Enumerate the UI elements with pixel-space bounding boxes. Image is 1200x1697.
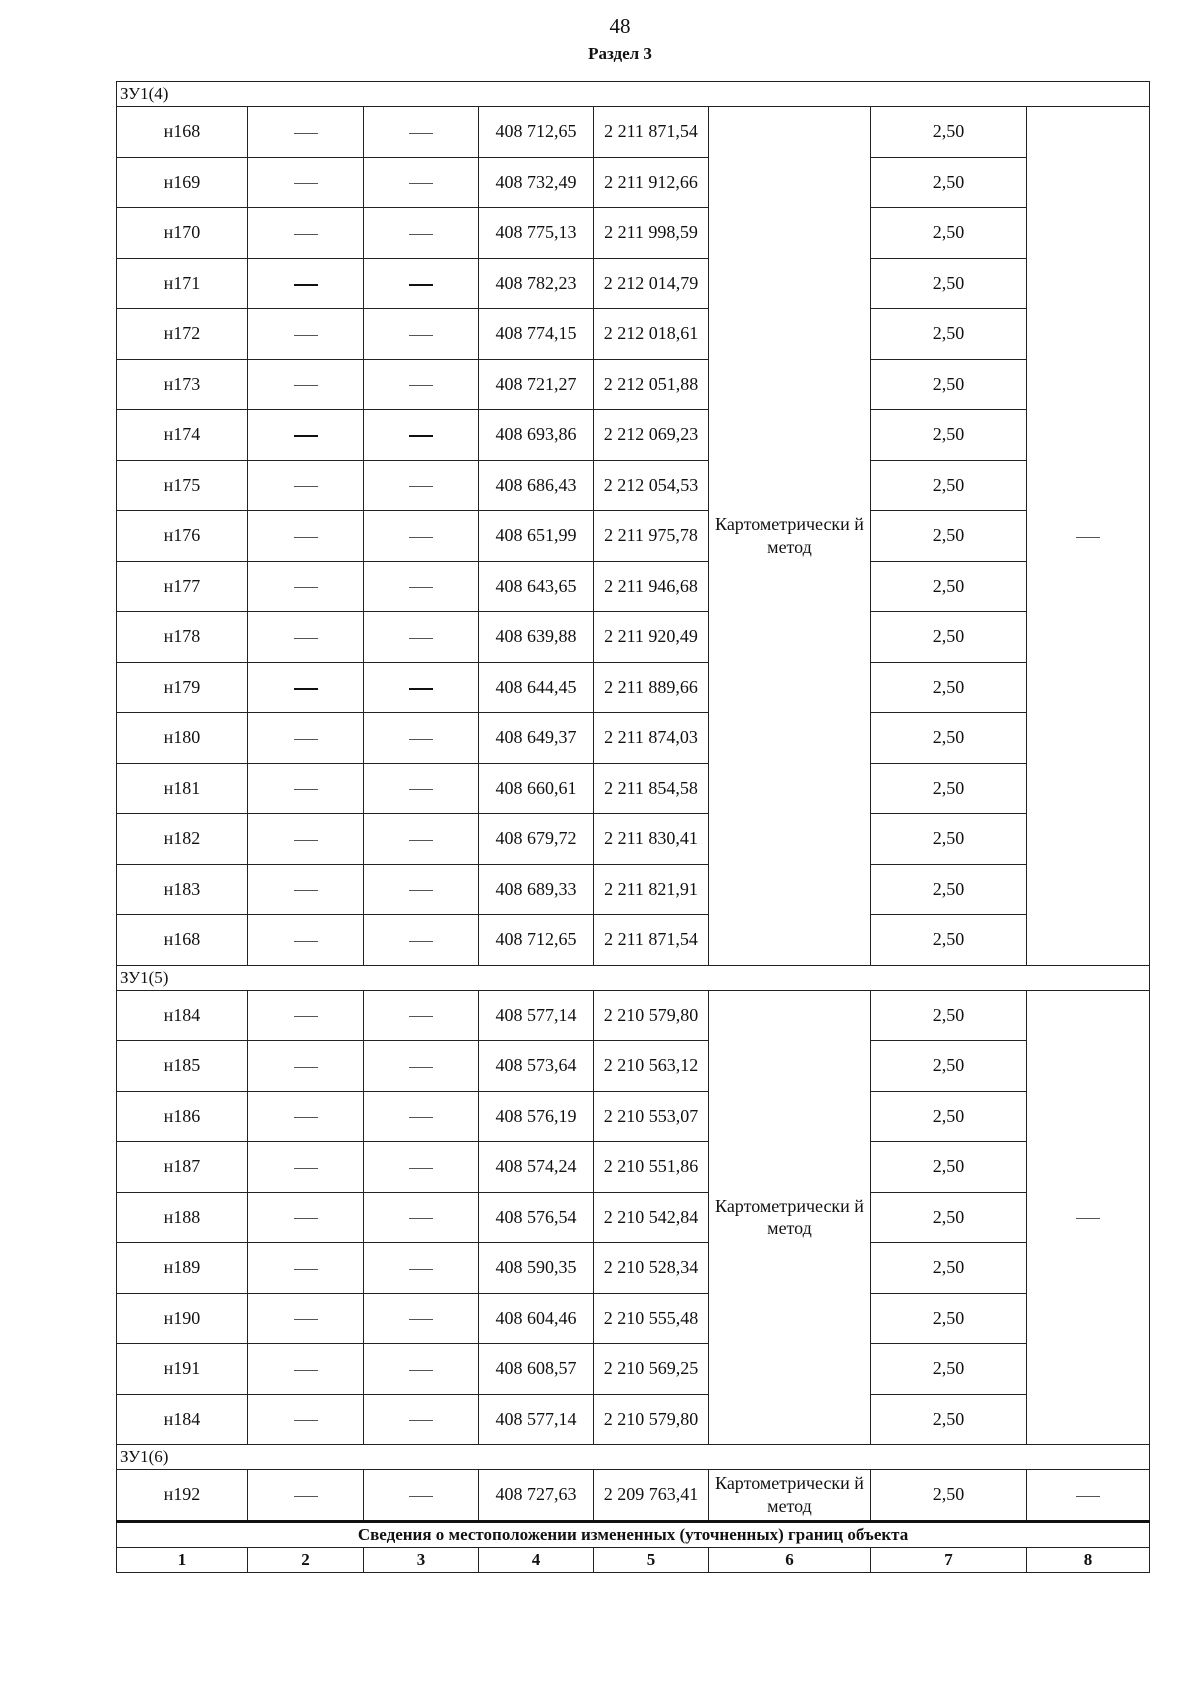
empty-value-cell [248,1470,364,1522]
y-coordinate-cell: 2 210 555,48 [594,1293,709,1344]
group-label: ЗУ1(5) [117,965,1150,990]
x-coordinate-cell: 408 712,65 [479,107,594,158]
point-id-cell: н189 [117,1243,248,1294]
column-number: 2 [248,1547,364,1572]
dash-mark [294,890,318,891]
point-id-cell: н180 [117,713,248,764]
empty-value-cell [248,1243,364,1294]
table-body [117,82,1150,1573]
point-id-cell: н176 [117,511,248,562]
dash-mark [409,537,433,538]
y-coordinate-cell: 2 211 830,41 [594,814,709,865]
dash-mark [294,183,318,184]
table-row [117,309,1150,360]
dash-mark [294,335,318,336]
x-coordinate-cell: 408 643,65 [479,561,594,612]
y-coordinate-cell: 2 211 946,68 [594,561,709,612]
accuracy-cell: 2,50 [871,561,1027,612]
dash-mark [409,840,433,841]
accuracy-cell: 2,50 [871,662,1027,713]
dash-mark [409,1067,433,1068]
method-cell: Картометрически й метод [709,990,871,1445]
point-id-cell: н190 [117,1293,248,1344]
empty-value-cell [248,1091,364,1142]
empty-value-cell [364,713,479,764]
dash-mark [294,435,318,437]
column-number: 3 [364,1547,479,1572]
x-coordinate-cell: 408 660,61 [479,763,594,814]
y-coordinate-cell: 2 210 569,25 [594,1344,709,1395]
x-coordinate-cell: 408 639,88 [479,612,594,663]
dash-mark [294,1269,318,1270]
accuracy-cell: 2,50 [871,1041,1027,1092]
empty-value-cell [364,208,479,259]
dash-mark [409,1496,433,1497]
empty-value-cell [364,511,479,562]
dash-mark [409,284,433,286]
empty-value-cell [248,1041,364,1092]
x-coordinate-cell: 408 686,43 [479,460,594,511]
group-header-row [117,965,1150,990]
empty-value-cell [248,990,364,1041]
x-coordinate-cell: 408 651,99 [479,511,594,562]
point-id-cell: н174 [117,410,248,461]
x-coordinate-cell: 408 679,72 [479,814,594,865]
table-row [117,208,1150,259]
dash-mark [1076,1496,1100,1497]
empty-value-cell [364,662,479,713]
section-title: Раздел 3 [588,44,652,63]
dash-mark [294,1370,318,1371]
empty-value-cell [248,1192,364,1243]
accuracy-cell: 2,50 [871,1394,1027,1445]
y-coordinate-cell: 2 212 051,88 [594,359,709,410]
dash-mark [409,688,433,690]
empty-value-cell [248,814,364,865]
y-coordinate-cell: 2 210 542,84 [594,1192,709,1243]
empty-value-cell [248,915,364,966]
point-id-cell: н184 [117,990,248,1041]
point-id-cell: н168 [117,107,248,158]
empty-value-cell [248,157,364,208]
empty-value-cell [248,561,364,612]
dash-mark [294,1218,318,1219]
empty-value-cell [364,1293,479,1344]
accuracy-cell: 2,50 [871,915,1027,966]
y-coordinate-cell: 2 210 579,80 [594,990,709,1041]
note-cell [1027,1470,1150,1522]
group-label: ЗУ1(6) [117,1445,1150,1470]
x-coordinate-cell: 408 644,45 [479,662,594,713]
page-number: 48 [609,14,631,38]
x-coordinate-cell: 408 577,14 [479,1394,594,1445]
x-coordinate-cell: 408 727,63 [479,1470,594,1522]
y-coordinate-cell: 2 211 871,54 [594,107,709,158]
point-id-cell: н179 [117,662,248,713]
y-coordinate-cell: 2 210 579,80 [594,1394,709,1445]
dash-mark [294,789,318,790]
point-id-cell: н185 [117,1041,248,1092]
table-row [117,359,1150,410]
empty-value-cell [248,1344,364,1395]
dash-mark [294,1496,318,1497]
dash-mark [409,1319,433,1320]
accuracy-cell: 2,50 [871,460,1027,511]
empty-value-cell [364,1192,479,1243]
column-number: 1 [117,1547,248,1572]
accuracy-cell: 2,50 [871,1091,1027,1142]
y-coordinate-cell: 2 211 854,58 [594,763,709,814]
empty-value-cell [364,990,479,1041]
accuracy-cell: 2,50 [871,763,1027,814]
empty-value-cell [364,1344,479,1395]
empty-value-cell [248,763,364,814]
accuracy-cell: 2,50 [871,511,1027,562]
accuracy-cell: 2,50 [871,410,1027,461]
dash-mark [294,840,318,841]
point-id-cell: н169 [117,157,248,208]
table-row [117,511,1150,562]
column-numbers-row [117,1547,1150,1572]
table-row [117,990,1150,1041]
empty-value-cell [248,864,364,915]
dash-mark [409,587,433,588]
y-coordinate-cell: 2 211 889,66 [594,662,709,713]
y-coordinate-cell: 2 212 018,61 [594,309,709,360]
point-id-cell: н181 [117,763,248,814]
column-number: 5 [594,1547,709,1572]
x-coordinate-cell: 408 608,57 [479,1344,594,1395]
point-id-cell: н175 [117,460,248,511]
empty-value-cell [248,713,364,764]
empty-value-cell [364,157,479,208]
empty-value-cell [248,410,364,461]
point-id-cell: н187 [117,1142,248,1193]
x-coordinate-cell: 408 712,65 [479,915,594,966]
table-row [117,1091,1150,1142]
empty-value-cell [364,763,479,814]
method-cell: Картометрически й метод [709,107,871,966]
dash-mark [294,537,318,538]
empty-value-cell [364,460,479,511]
x-coordinate-cell: 408 721,27 [479,359,594,410]
empty-value-cell [364,864,479,915]
dash-mark [294,1067,318,1068]
dash-mark [409,133,433,134]
dash-mark [409,1218,433,1219]
empty-value-cell [248,662,364,713]
empty-value-cell [248,1142,364,1193]
table-row [117,258,1150,309]
dash-mark [409,234,433,235]
dash-mark [409,1420,433,1421]
point-id-cell: н184 [117,1394,248,1445]
accuracy-cell: 2,50 [871,814,1027,865]
accuracy-cell: 2,50 [871,157,1027,208]
table-row [117,1344,1150,1395]
point-id-cell: н182 [117,814,248,865]
dash-mark [409,1016,433,1017]
dash-mark [294,688,318,690]
y-coordinate-cell: 2 210 553,07 [594,1091,709,1142]
accuracy-cell: 2,50 [871,258,1027,309]
accuracy-cell: 2,50 [871,1243,1027,1294]
empty-value-cell [248,460,364,511]
point-id-cell: н192 [117,1470,248,1522]
point-id-cell: н178 [117,612,248,663]
column-number: 8 [1027,1547,1150,1572]
dash-mark [294,1319,318,1320]
point-id-cell: н183 [117,864,248,915]
y-coordinate-cell: 2 211 871,54 [594,915,709,966]
point-id-cell: н173 [117,359,248,410]
x-coordinate-cell: 408 590,35 [479,1243,594,1294]
dash-mark [409,890,433,891]
accuracy-cell: 2,50 [871,1192,1027,1243]
table-row [117,612,1150,663]
dash-mark [409,435,433,437]
empty-value-cell [364,410,479,461]
dash-mark [409,638,433,639]
accuracy-cell: 2,50 [871,612,1027,663]
empty-value-cell [248,1293,364,1344]
empty-value-cell [248,107,364,158]
x-coordinate-cell: 408 775,13 [479,208,594,259]
empty-value-cell [364,1142,479,1193]
empty-value-cell [364,612,479,663]
y-coordinate-cell: 2 212 014,79 [594,258,709,309]
y-coordinate-cell: 2 211 920,49 [594,612,709,663]
dash-mark [294,284,318,286]
accuracy-cell: 2,50 [871,713,1027,764]
table-row [117,561,1150,612]
point-id-cell: н170 [117,208,248,259]
footer-title: Сведения о местоположении измененных (уточненных) границ объекта [117,1521,1150,1547]
y-coordinate-cell: 2 211 874,03 [594,713,709,764]
dash-mark [294,1016,318,1017]
empty-value-cell [248,258,364,309]
note-cell [1027,990,1150,1445]
dash-mark [409,385,433,386]
accuracy-cell: 2,50 [871,1142,1027,1193]
dash-mark [294,234,318,235]
column-number: 7 [871,1547,1027,1572]
accuracy-cell: 2,50 [871,864,1027,915]
table-row [117,1192,1150,1243]
y-coordinate-cell: 2 212 054,53 [594,460,709,511]
table-row [117,763,1150,814]
dash-mark [294,941,318,942]
x-coordinate-cell: 408 693,86 [479,410,594,461]
dash-mark [1076,537,1100,538]
accuracy-cell: 2,50 [871,1470,1027,1522]
accuracy-cell: 2,50 [871,1344,1027,1395]
table-row [117,814,1150,865]
dash-mark [294,133,318,134]
dash-mark [294,638,318,639]
column-number: 6 [709,1547,871,1572]
y-coordinate-cell: 2 210 551,86 [594,1142,709,1193]
dash-mark [294,486,318,487]
dash-mark [294,1168,318,1169]
y-coordinate-cell: 2 211 998,59 [594,208,709,259]
dash-mark [294,385,318,386]
y-coordinate-cell: 2 211 821,91 [594,864,709,915]
dash-mark [409,1370,433,1371]
x-coordinate-cell: 408 574,24 [479,1142,594,1193]
dash-mark [294,1420,318,1421]
x-coordinate-cell: 408 689,33 [479,864,594,915]
empty-value-cell [364,1243,479,1294]
empty-value-cell [248,309,364,360]
point-id-cell: н172 [117,309,248,360]
empty-value-cell [364,1041,479,1092]
table-row [117,864,1150,915]
point-id-cell: н171 [117,258,248,309]
empty-value-cell [248,511,364,562]
y-coordinate-cell: 2 210 563,12 [594,1041,709,1092]
empty-value-cell [248,612,364,663]
x-coordinate-cell: 408 576,54 [479,1192,594,1243]
dash-mark [409,941,433,942]
accuracy-cell: 2,50 [871,1293,1027,1344]
dash-mark [409,739,433,740]
y-coordinate-cell: 2 209 763,41 [594,1470,709,1522]
table-row [117,662,1150,713]
y-coordinate-cell: 2 211 975,78 [594,511,709,562]
dash-mark [409,1117,433,1118]
dash-mark [294,1117,318,1118]
table-row [117,1041,1150,1092]
table-row [117,1243,1150,1294]
empty-value-cell [364,1470,479,1522]
empty-value-cell [364,359,479,410]
table-row [117,460,1150,511]
x-coordinate-cell: 408 573,64 [479,1041,594,1092]
coordinates-table [116,81,1150,1573]
y-coordinate-cell: 2 211 912,66 [594,157,709,208]
note-cell [1027,107,1150,966]
method-cell: Картометрически й метод [709,1470,871,1522]
empty-value-cell [364,258,479,309]
table-row [117,107,1150,158]
dash-mark [294,739,318,740]
x-coordinate-cell: 408 576,19 [479,1091,594,1142]
x-coordinate-cell: 408 774,15 [479,309,594,360]
table-row [117,1142,1150,1193]
empty-value-cell [248,359,364,410]
group-header-row [117,82,1150,107]
x-coordinate-cell: 408 732,49 [479,157,594,208]
accuracy-cell: 2,50 [871,309,1027,360]
dash-mark [1076,1218,1100,1219]
accuracy-cell: 2,50 [871,208,1027,259]
table-row [117,1293,1150,1344]
point-id-cell: н186 [117,1091,248,1142]
dash-mark [294,587,318,588]
accuracy-cell: 2,50 [871,107,1027,158]
point-id-cell: н188 [117,1192,248,1243]
empty-value-cell [248,208,364,259]
accuracy-cell: 2,50 [871,359,1027,410]
y-coordinate-cell: 2 210 528,34 [594,1243,709,1294]
empty-value-cell [364,814,479,865]
empty-value-cell [364,1394,479,1445]
table-row [117,157,1150,208]
point-id-cell: н168 [117,915,248,966]
dash-mark [409,789,433,790]
footer-title-row [117,1521,1150,1547]
point-id-cell: н191 [117,1344,248,1395]
dash-mark [409,486,433,487]
column-number: 4 [479,1547,594,1572]
x-coordinate-cell: 408 577,14 [479,990,594,1041]
table-row [117,713,1150,764]
x-coordinate-cell: 408 649,37 [479,713,594,764]
dash-mark [409,335,433,336]
empty-value-cell [364,915,479,966]
dash-mark [409,1168,433,1169]
empty-value-cell [364,1091,479,1142]
table-row [117,1394,1150,1445]
x-coordinate-cell: 408 604,46 [479,1293,594,1344]
empty-value-cell [364,561,479,612]
empty-value-cell [364,107,479,158]
accuracy-cell: 2,50 [871,990,1027,1041]
empty-value-cell [364,309,479,360]
y-coordinate-cell: 2 212 069,23 [594,410,709,461]
group-header-row [117,1445,1150,1470]
dash-mark [409,1269,433,1270]
dash-mark [409,183,433,184]
empty-value-cell [248,1394,364,1445]
x-coordinate-cell: 408 782,23 [479,258,594,309]
point-id-cell: н177 [117,561,248,612]
group-label: ЗУ1(4) [117,82,1150,107]
table-row [117,1470,1150,1522]
table-row [117,915,1150,966]
table-row [117,410,1150,461]
